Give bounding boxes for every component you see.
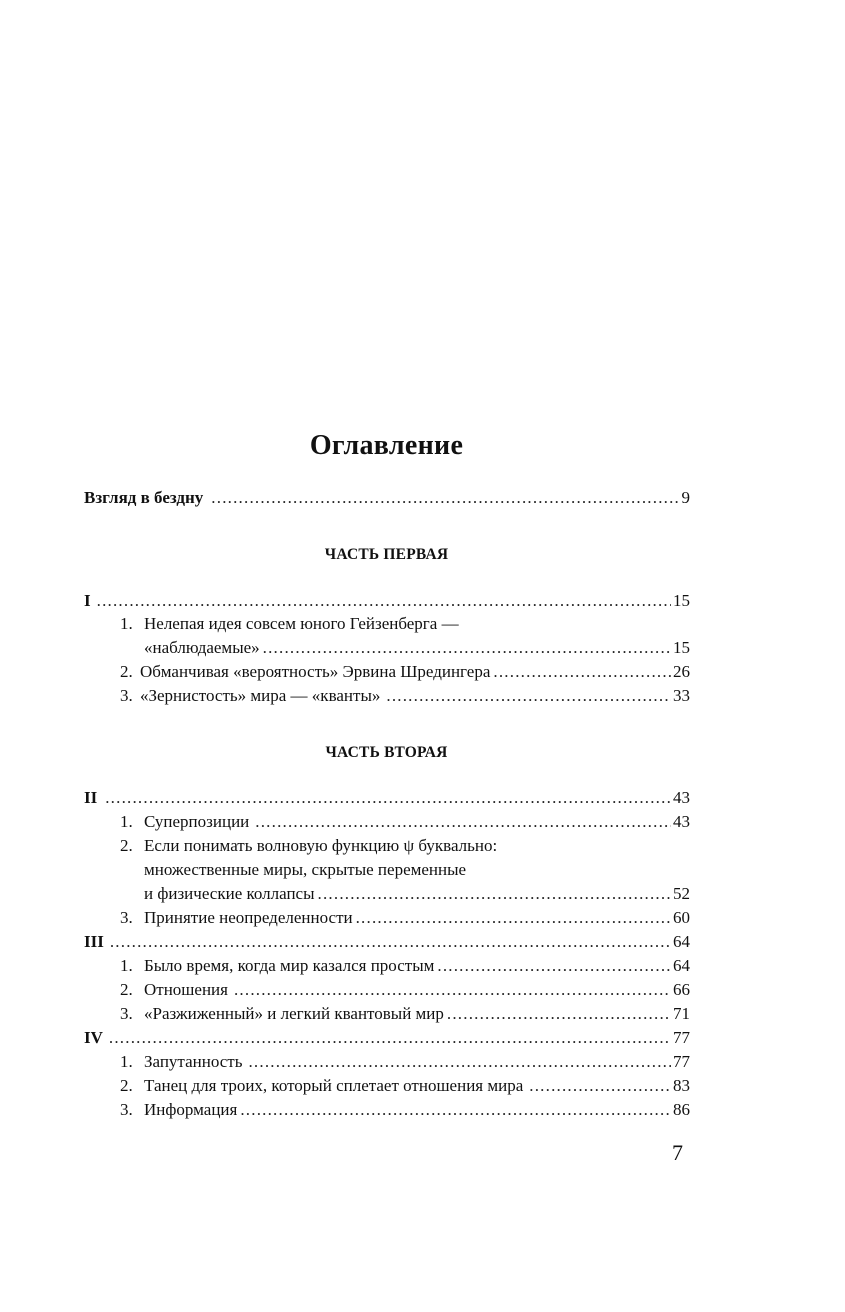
toc-chapter-ii[interactable] bbox=[84, 786, 690, 810]
toc-item-ii-2-line2: множественные миры, скрытые переменные bbox=[144, 860, 467, 879]
toc-entry-page: 71 bbox=[673, 1004, 690, 1023]
toc-entry-page: 83 bbox=[673, 1076, 690, 1095]
toc-item-number: 1. bbox=[120, 614, 133, 633]
part-two-heading: ЧАСТЬ ВТОРАЯ bbox=[325, 744, 448, 761]
dot-leader bbox=[211, 486, 679, 510]
dot-leader bbox=[109, 1026, 671, 1050]
toc-item-number: 3. bbox=[120, 1004, 133, 1023]
toc-entry-page: 77 bbox=[673, 1028, 690, 1047]
toc-item-number: 3. bbox=[120, 686, 133, 705]
toc-item-iii-2[interactable] bbox=[120, 978, 690, 1002]
toc-entry-page: 52 bbox=[673, 884, 690, 903]
toc-item-iii-3[interactable] bbox=[120, 1002, 690, 1026]
toc-item-number: 2. bbox=[120, 1076, 133, 1095]
toc-entry-page: 15 bbox=[673, 591, 690, 610]
toc-chapter-label: II bbox=[84, 788, 98, 807]
toc-item-number: 1. bbox=[120, 1052, 133, 1071]
dot-leader bbox=[263, 636, 671, 660]
toc-item-label: Отношения bbox=[144, 980, 228, 999]
toc-entry-page: 43 bbox=[673, 812, 690, 831]
toc-item-label: Суперпозиции bbox=[144, 812, 250, 831]
toc-entry-page: 43 bbox=[673, 788, 690, 807]
toc-item-ii-2[interactable] bbox=[120, 834, 497, 858]
toc-item-iv-1[interactable] bbox=[120, 1050, 690, 1074]
dot-leader bbox=[248, 1050, 671, 1074]
toc-item-label: Нелепая идея совсем юного Гейзенберга — bbox=[144, 614, 459, 633]
toc-item-i-1-cont[interactable] bbox=[144, 636, 690, 660]
toc-chapter-iv[interactable] bbox=[84, 1026, 690, 1050]
toc-item-ii-3[interactable] bbox=[120, 906, 690, 930]
dot-leader bbox=[437, 954, 671, 978]
page-number: 7 bbox=[672, 1140, 683, 1165]
toc-entry-page: 64 bbox=[673, 932, 690, 951]
dot-leader bbox=[97, 589, 671, 613]
dot-leader bbox=[255, 810, 671, 834]
toc-item-iii-1[interactable] bbox=[120, 954, 690, 978]
dot-leader bbox=[110, 930, 671, 954]
toc-item-ii-1[interactable] bbox=[120, 810, 690, 834]
toc-item-number: 2. bbox=[120, 836, 133, 855]
toc-item-label: Информация bbox=[144, 1100, 238, 1119]
dot-leader bbox=[447, 1002, 671, 1026]
toc-chapter-label: IV bbox=[84, 1028, 103, 1047]
dot-leader bbox=[318, 882, 671, 906]
toc-item-number: 1. bbox=[120, 812, 133, 831]
toc-item-iv-3[interactable] bbox=[120, 1098, 690, 1122]
toc-entry-page: 64 bbox=[673, 956, 690, 975]
toc-chapter-label: III bbox=[84, 932, 104, 951]
toc-chapter-iii[interactable] bbox=[84, 930, 690, 954]
toc-item-label: Если понимать волновую функцию ψ буквально: bbox=[144, 836, 498, 855]
dot-leader bbox=[356, 906, 671, 930]
dot-leader bbox=[240, 1098, 671, 1122]
toc-entry-label: Взгляд в бездну bbox=[84, 488, 204, 507]
toc-item-label: Обманчивая «вероятность» Эрвина Шредингера bbox=[140, 662, 491, 681]
toc-entry-page: 77 bbox=[673, 1052, 690, 1071]
dot-leader bbox=[105, 786, 671, 810]
dot-leader bbox=[493, 660, 671, 684]
toc-entry-page: 15 bbox=[673, 638, 690, 657]
toc-item-number: 1. bbox=[120, 956, 133, 975]
part-one-heading: ЧАСТЬ ПЕРВАЯ bbox=[324, 546, 449, 563]
toc-item-number: 3. bbox=[120, 1100, 133, 1119]
toc-item-iv-2[interactable] bbox=[120, 1074, 690, 1098]
toc-chapter-label: I bbox=[84, 591, 91, 610]
toc-item-label: «Зернистость» мира — «кванты» bbox=[140, 686, 381, 705]
toc-item-number: 2. bbox=[120, 662, 133, 681]
toc-item-label: Запутанность bbox=[144, 1052, 243, 1071]
dot-leader bbox=[386, 684, 671, 708]
toc-entry-page: 66 bbox=[673, 980, 690, 999]
toc-entry-intro[interactable] bbox=[84, 486, 690, 510]
toc-item-i-1[interactable] bbox=[120, 612, 459, 636]
toc-item-number: 2. bbox=[120, 980, 133, 999]
toc-item-i-3[interactable] bbox=[120, 684, 690, 708]
toc-chapter-i[interactable] bbox=[84, 589, 690, 613]
toc-item-label: Было время, когда мир казался простым bbox=[144, 956, 435, 975]
toc-title: Оглавление bbox=[309, 430, 464, 461]
toc-item-label-cont: «наблюдаемые» bbox=[144, 638, 260, 657]
toc-entry-page: 60 bbox=[673, 908, 690, 927]
dot-leader bbox=[529, 1074, 671, 1098]
toc-item-label-cont: и физические коллапсы bbox=[144, 884, 315, 903]
toc-entry-page: 86 bbox=[673, 1100, 690, 1119]
toc-item-label: Принятие неопределенности bbox=[144, 908, 353, 927]
toc-item-ii-2-line3[interactable] bbox=[144, 882, 690, 906]
dot-leader bbox=[234, 978, 671, 1002]
toc-item-label: «Разжиженный» и легкий квантовый мир bbox=[144, 1004, 444, 1023]
toc-entry-page: 26 bbox=[673, 662, 690, 681]
toc-item-i-2[interactable] bbox=[120, 660, 690, 684]
toc-item-number: 3. bbox=[120, 908, 133, 927]
toc-entry-page: 9 bbox=[681, 488, 690, 507]
toc-entry-page: 33 bbox=[673, 686, 690, 705]
toc-item-label: Танец для троих, который сплетает отношения мира bbox=[144, 1076, 524, 1095]
